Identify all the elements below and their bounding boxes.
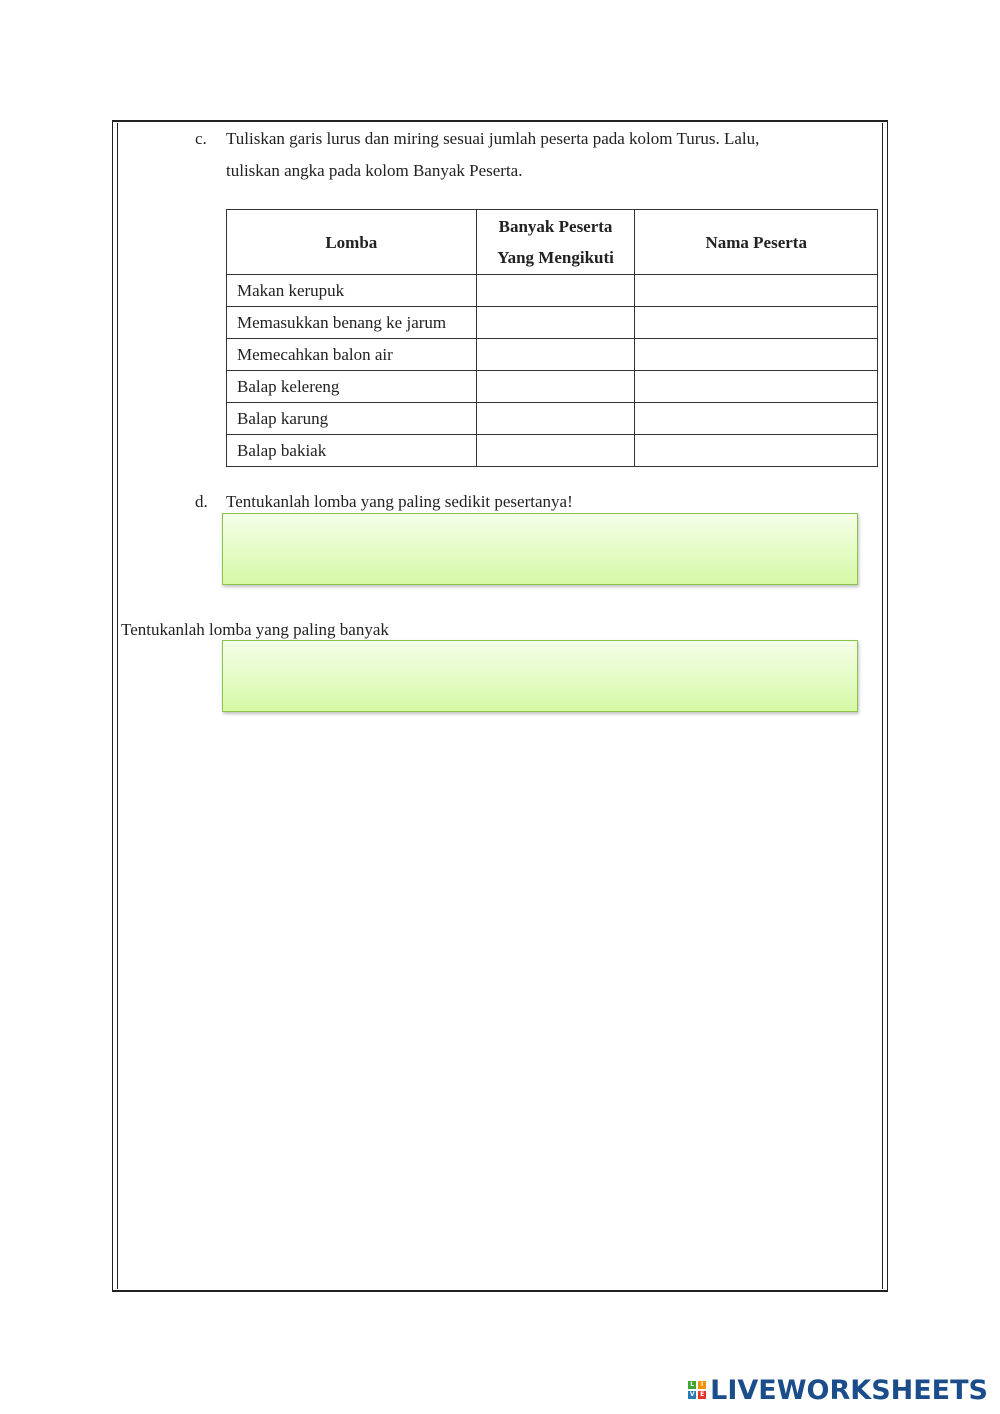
row-names-cell[interactable] bbox=[635, 307, 878, 339]
row-count-cell[interactable] bbox=[476, 275, 635, 307]
row-lomba-name: Makan kerupuk bbox=[227, 275, 477, 307]
row-lomba-name: Memasukkan benang ke jarum bbox=[227, 307, 477, 339]
row-names-cell[interactable] bbox=[635, 275, 878, 307]
table-row bbox=[227, 403, 878, 435]
row-count-cell[interactable] bbox=[476, 403, 635, 435]
participants-table bbox=[226, 209, 878, 467]
table-row bbox=[227, 275, 878, 307]
answer-box-most[interactable] bbox=[222, 640, 858, 712]
item-d-letter: d. bbox=[195, 492, 208, 511]
row-names-cell[interactable] bbox=[635, 403, 878, 435]
liveworksheets-logo bbox=[688, 1374, 988, 1406]
logo-mark-icon bbox=[688, 1381, 706, 1399]
row-lomba-name: Memecahkan balon air bbox=[227, 339, 477, 371]
item-c-letter: c. bbox=[195, 129, 207, 148]
logo-mark-l: L bbox=[688, 1381, 696, 1389]
row-lomba-name: Balap bakiak bbox=[227, 435, 477, 467]
logo-mark-e: E bbox=[700, 1391, 705, 1398]
row-count-cell[interactable] bbox=[476, 307, 635, 339]
row-names-cell[interactable] bbox=[635, 435, 878, 467]
row-lomba-name: Balap karung bbox=[227, 403, 477, 435]
logo-mark-i: I bbox=[698, 1381, 706, 1389]
row-names-cell[interactable] bbox=[635, 339, 878, 371]
row-count-cell[interactable] bbox=[476, 435, 635, 467]
table-row bbox=[227, 307, 878, 339]
item-c-line-1: Tuliskan garis lurus dan miring sesuai jumlah peserta pada kolom Turus. Lalu, bbox=[226, 129, 760, 148]
header-banyak-line-1: Banyak Peserta bbox=[498, 217, 613, 236]
table-row bbox=[227, 339, 878, 371]
logo-mark-v: V bbox=[689, 1391, 695, 1398]
item-c-instruction bbox=[226, 123, 759, 187]
row-count-cell[interactable] bbox=[476, 339, 635, 371]
row-lomba-name: Balap kelereng bbox=[227, 371, 477, 403]
item-c-line-2: tuliskan angka pada kolom Banyak Peserta. bbox=[226, 161, 523, 180]
header-banyak-line-2: Yang Mengikuti bbox=[497, 248, 614, 267]
row-count-cell[interactable] bbox=[476, 371, 635, 403]
header-lomba: Lomba bbox=[227, 210, 477, 275]
item-d-question: Tentukanlah lomba yang paling sedikit pesertanya! bbox=[226, 492, 573, 511]
table-header-row bbox=[227, 210, 878, 275]
table-row bbox=[227, 371, 878, 403]
row-names-cell[interactable] bbox=[635, 371, 878, 403]
answer-box-least[interactable] bbox=[222, 513, 858, 585]
header-nama-peserta: Nama Peserta bbox=[635, 210, 878, 275]
item-e-question: Tentukanlah lomba yang paling banyak bbox=[121, 620, 389, 639]
header-banyak-peserta bbox=[476, 210, 635, 275]
logo-text: LIVEWORKSHEETS bbox=[710, 1374, 988, 1406]
table-row bbox=[227, 435, 878, 467]
